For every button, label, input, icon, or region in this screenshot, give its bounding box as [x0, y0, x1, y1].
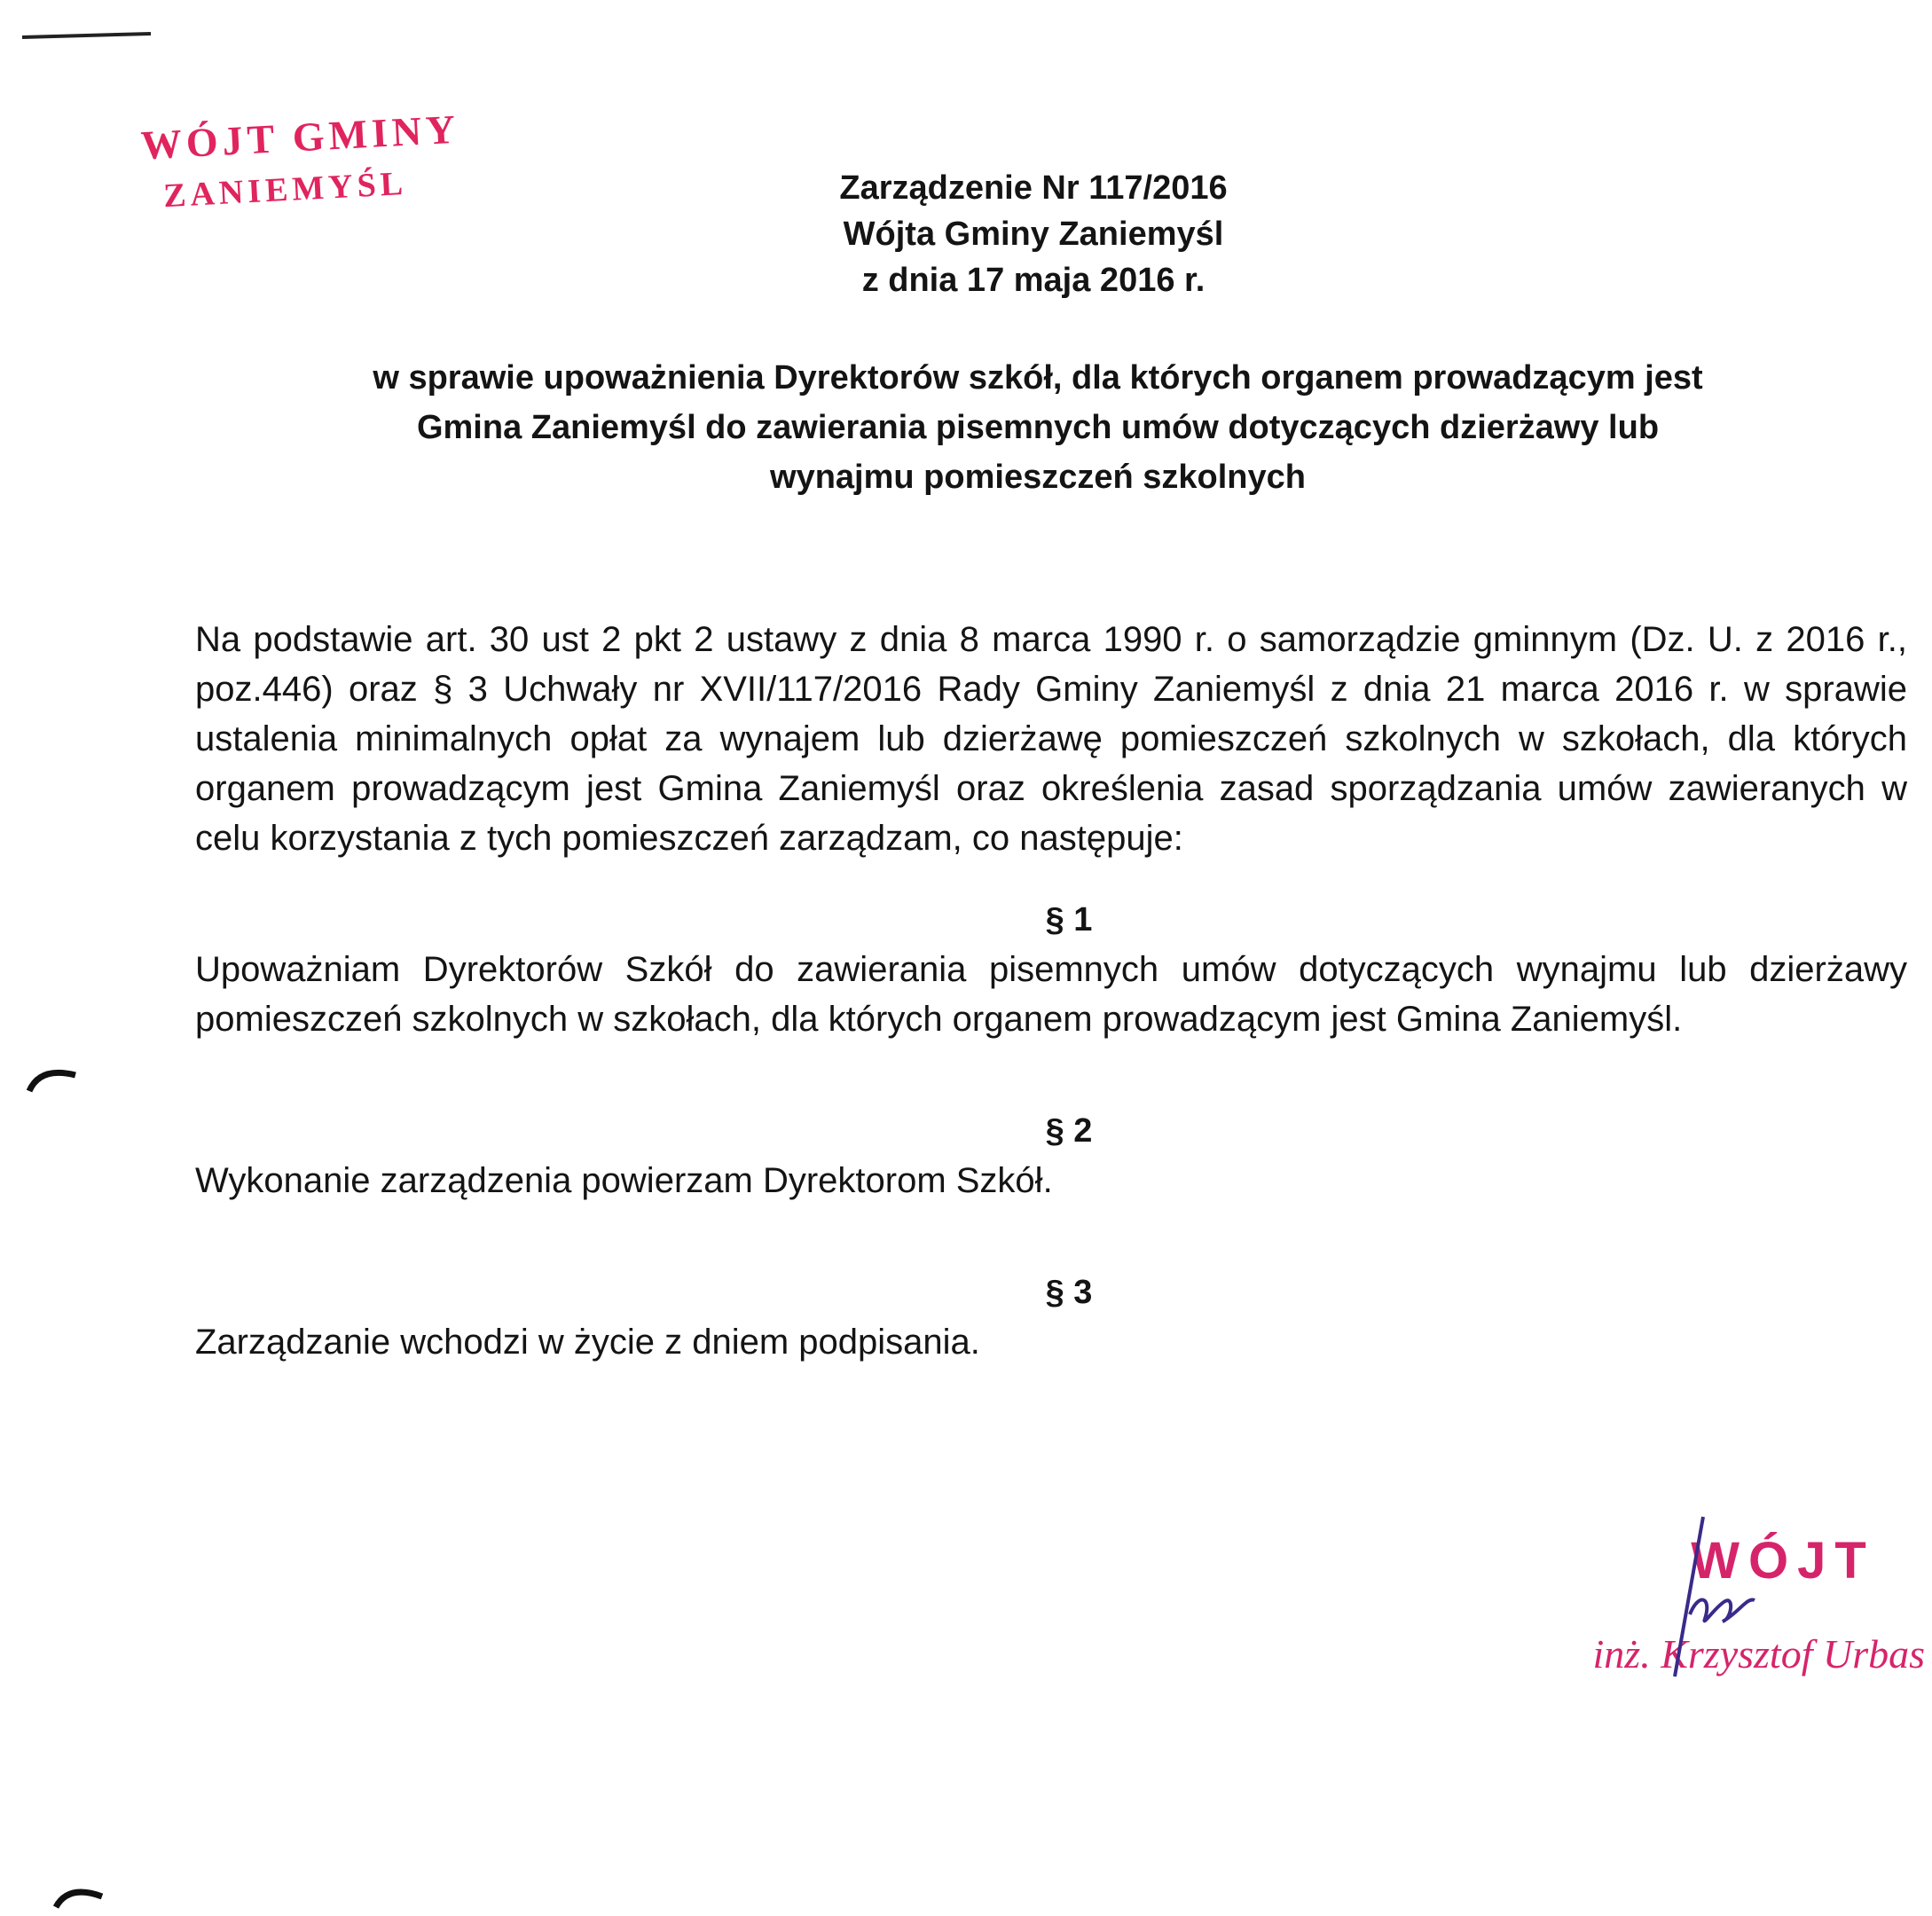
section-1	[195, 895, 1907, 1044]
signature-stamp-title: WÓJT	[1691, 1532, 1875, 1590]
punch-hole-mark	[49, 1872, 111, 1916]
punch-hole-mark	[22, 1056, 84, 1109]
stamp-line-1: WÓJT GMINY	[139, 106, 461, 169]
section-title: § 3	[1045, 1274, 1093, 1311]
ordinance-date: z dnia 17 maja 2016 r.	[861, 262, 1206, 299]
section-title: § 1	[1045, 901, 1093, 938]
issuer: Wójta Gminy Zaniemyśl	[843, 216, 1224, 253]
stamp-line-2: ZANIEMYŚL	[162, 164, 409, 216]
preamble: Na podstawie art. 30 ust 2 pkt 2 ustawy z dnia 8 marca 1990 r. o samorządzie gminnym (Dz. U. z 2016 r., poz.446) oraz § 3 Uchwały nr XVII/117/2016 Rady Gminy Zaniemyśl z dnia 21 marca 2016 r. w sprawie ustalenia minimalnych opłat za wynajem lub dzierżawę pomieszczeń szkolnych w szkołach, dla których organem prowadzącym jest Gmina Zaniemyśl oraz określenia zasad sporządzania umów zawieranych w celu korzystania z tych pomieszczeń zarządzam, co następuje:	[195, 620, 1907, 858]
subject-line-1: w sprawie upoważnienia Dyrektorów szkół, dla których organem prowadzącym jest	[373, 359, 1703, 397]
section-3	[195, 1268, 1907, 1367]
office-stamp	[113, 101, 490, 224]
section-text: Zarządzanie wchodzi w życie z dniem podpisania.	[195, 1323, 980, 1362]
section-text: Upoważniam Dyrektorów Szkół do zawierania pisemnych umów dotyczących wynajmu lub dzierżawy pomieszczeń szkolnych w szkołach, dla których organem prowadzącym jest Gmina Zaniemyśl.	[195, 950, 1907, 1039]
document-subject	[204, 353, 1872, 502]
section-title: § 2	[1045, 1112, 1093, 1150]
document-body	[195, 615, 1907, 1367]
scan-line-mark	[18, 18, 160, 44]
document-header	[532, 165, 1535, 303]
section-text: Wykonanie zarządzenia powierzam Dyrektorom Szkół.	[195, 1161, 1053, 1200]
section-2	[195, 1106, 1907, 1205]
subject-line-3: wynajmu pomieszczeń szkolnych	[770, 459, 1306, 496]
handwritten-signature	[1650, 1508, 1792, 1685]
signature-stamp-name: inż. Krzysztof Urbas	[1592, 1631, 1925, 1676]
ordinance-number: Zarządzenie Nr 117/2016	[839, 169, 1228, 207]
subject-line-2: Gmina Zaniemyśl do zawierania pisemnych umów dotyczących dzierżawy lub	[416, 409, 1660, 446]
